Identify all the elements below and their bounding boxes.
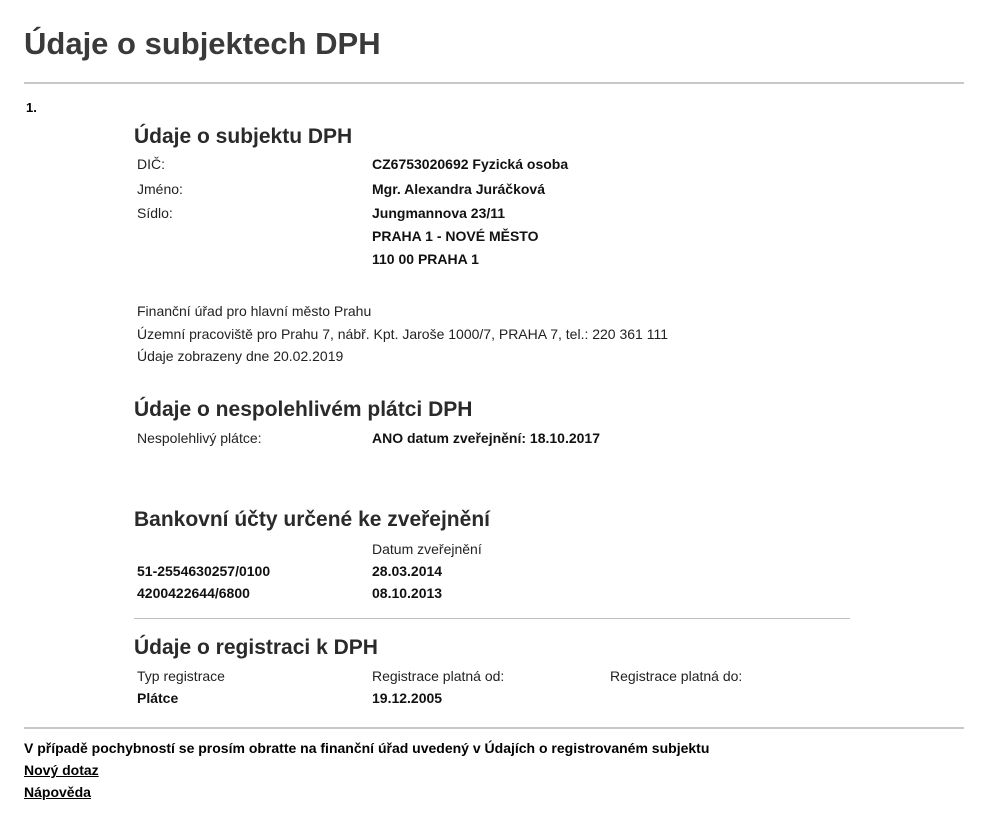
unreliable-value: ANO datum zveřejnění: 18.10.2017	[372, 430, 600, 446]
seat-line-3: 110 00 PRAHA 1	[372, 251, 479, 267]
help-link[interactable]: Nápověda	[24, 784, 91, 800]
bank-account-number: 4200422644/6800	[137, 585, 250, 601]
registration-type-value: Plátce	[137, 690, 179, 706]
footer-note: V případě pochybností se prosím obratte na finanční úřad uvedený v Údajích o registrovaném subjektu	[24, 740, 710, 756]
bank-account-date: 08.10.2013	[372, 585, 443, 601]
name-value: Mgr. Alexandra Juráčková	[372, 181, 546, 197]
registration-to-header: Registrace platná do:	[610, 668, 743, 684]
bank-account-number: 51-2554630257/0100	[137, 563, 271, 579]
unreliable-heading: Údaje o nespolehlivém plátci DPH	[134, 398, 473, 421]
unreliable-label: Nespolehlivý plátce:	[137, 430, 262, 446]
displayed-date: Údaje zobrazeny dne 20.02.2019	[137, 348, 344, 364]
bank-heading: Bankovní účty určené ke zveřejnění	[134, 508, 490, 531]
seat-line-1: Jungmannova 23/11	[372, 205, 506, 221]
office-address: Územní pracoviště pro Prahu 7, nábř. Kpt. Jaroše 1000/7, PRAHA 7, tel.: 220 361 111	[137, 326, 669, 342]
bottom-divider	[24, 727, 964, 729]
bank-date-header: Datum zveřejnění	[372, 541, 482, 557]
registration-from-value: 19.12.2005	[372, 690, 443, 706]
name-label: Jméno:	[137, 181, 183, 197]
subject-heading: Údaje o subjektu DPH	[134, 125, 353, 148]
new-query-link[interactable]: Nový dotaz	[24, 762, 99, 778]
bank-account-date: 28.03.2014	[372, 563, 443, 579]
top-divider	[24, 82, 964, 84]
page-title: Údaje o subjektech DPH	[24, 26, 381, 61]
seat-label: Sídlo:	[137, 205, 173, 221]
entry-number: 1.	[26, 100, 37, 115]
office-name: Finanční úřad pro hlavní město Prahu	[137, 303, 372, 319]
dic-label: DIČ:	[137, 156, 165, 172]
seat-line-2: PRAHA 1 - NOVÉ MĚSTO	[372, 228, 539, 244]
registration-type-header: Typ registrace	[137, 668, 225, 684]
bank-divider	[134, 618, 850, 619]
registration-from-header: Registrace platná od:	[372, 668, 505, 684]
dic-value: CZ6753020692 Fyzická osoba	[372, 156, 569, 172]
registration-heading: Údaje o registraci k DPH	[134, 636, 378, 659]
